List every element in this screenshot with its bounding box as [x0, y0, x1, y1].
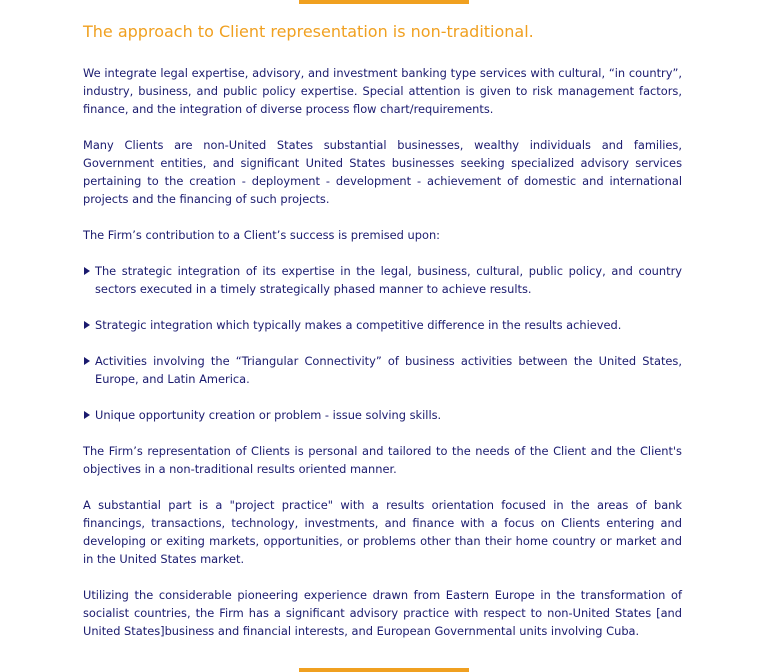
closing-paragraph: Utilizing the considerable pioneering experience drawn from Eastern Europe in the transformation of socialist countries, the Firm has a significant advisory practice with respect to non-United States [and United States]business and financial interests, and European Governmental units involving Cuba. [83, 588, 682, 638]
triangle-right-icon [84, 357, 90, 365]
contribution-list [83, 262, 682, 424]
triangle-right-icon [84, 321, 90, 329]
closing-paragraph: A substantial part is a "project practice" with a results orientation focused in the areas of bank financings, transactions, technology, investments, and finance with a focus on Clients entering and developing or exiting markets, opportunities, or problems other than their home country or market and in the United States market. [83, 498, 682, 566]
list-item [83, 316, 682, 334]
intro-paragraph: Many Clients are non-United States substantial businesses, wealthy individuals and families, Government entities, and significant United States businesses seeking specialized advisory services pertaining to the creation - deployment - development - achievement of domestic and international projects and the financing of such projects. [83, 138, 682, 206]
intro-paragraph: We integrate legal expertise, advisory, and investment banking type services with cultural, “in country”, industry, business, and public policy expertise. Special attention is given to risk management factors, finance, and the integration of diverse process flow chart/requirements. [83, 66, 682, 116]
list-item [83, 262, 682, 298]
list-item-text: Activities involving the “Triangular Connectivity” of business activities between the United States, Europe, and Latin America. [95, 354, 682, 386]
bottom-divider [299, 668, 469, 672]
main-content [83, 20, 682, 658]
triangle-right-icon [84, 411, 90, 419]
closing-paragraph: The Firm’s representation of Clients is personal and tailored to the needs of the Client and the Client's objectives in a non-traditional results oriented manner. [83, 444, 682, 476]
list-item-text: Strategic integration which typically makes a competitive difference in the results achieved. [95, 318, 622, 332]
list-item-text: Unique opportunity creation or problem - issue solving skills. [95, 408, 442, 422]
list-item [83, 406, 682, 424]
top-divider [299, 0, 469, 4]
page-heading: The approach to Client representation is non-traditional. [83, 22, 534, 41]
list-item [83, 352, 682, 388]
triangle-right-icon [84, 267, 90, 275]
list-item-text: The strategic integration of its expertise in the legal, business, cultural, public policy, and country sectors executed in a timely strategically phased manner to achieve results. [95, 264, 682, 296]
intro-paragraph: The Firm’s contribution to a Client’s success is premised upon: [83, 228, 441, 242]
